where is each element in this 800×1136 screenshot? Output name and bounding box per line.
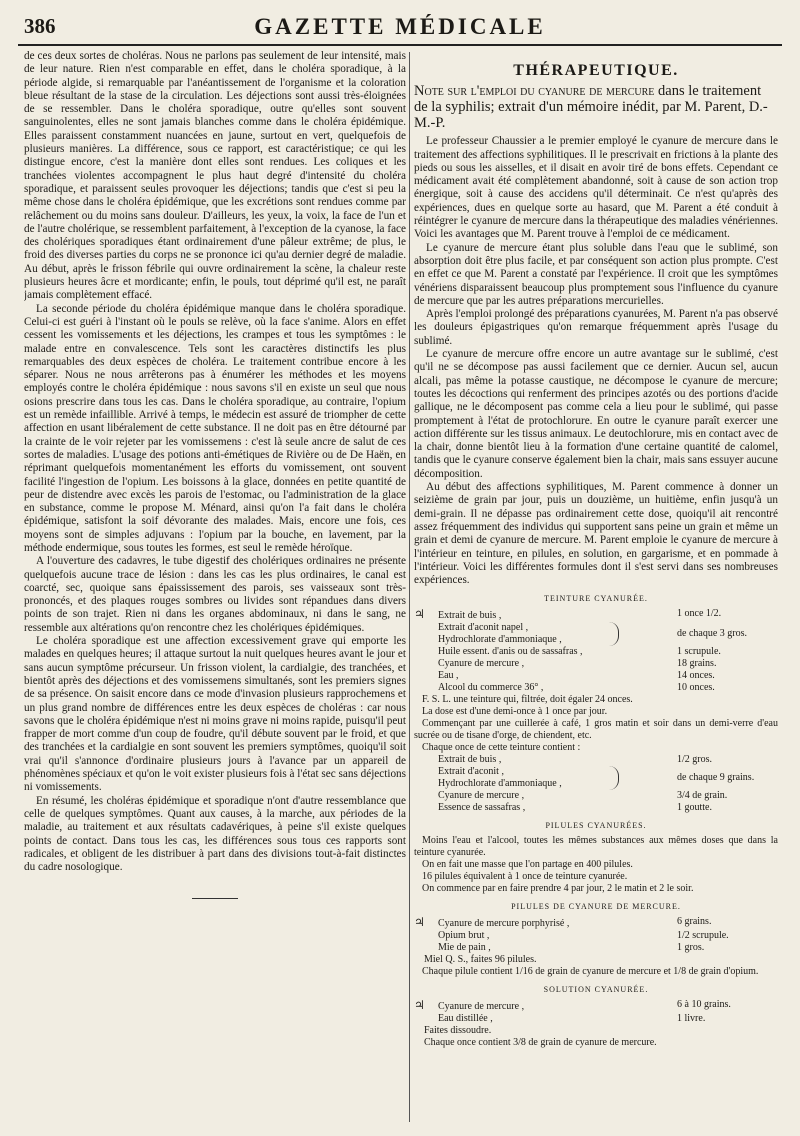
ingredient-qty: 1 goutte. (677, 802, 712, 814)
ingredient-qty: de chaque 3 gros. (677, 628, 747, 640)
ingredient-qty: 14 onces. (677, 670, 715, 682)
ingredient-name: Hydrochlorate d'ammoniaque , (438, 778, 562, 790)
ingredient-name: Mie de pain , (438, 942, 491, 954)
paragraph: de ces deux sortes de choléras. Nous ne parlons pas seulement de leur intensité, mais de leur nature. Rien n'est comparable en effet, dans le choléra sporadique, à la période algide, si remarquable par l'anéantissement de l'organisme et la coloration bleue résultant de la stase de la circulation. Les déjections sont aussi très-éloignées de se ressembler. Dans le choléra sporadique, outre qu'elles sont souvent sanguinolentes, elles ne sont jamais blanches comme dans le choléra épidémique. Elles paraissent constamment nuancées en jaune, surtout en vert, quelquefois de plusieurs manières. La différence, sous ce rapport, est caractéristique; ce qui les distingue encore, c'est la manière dont elles sont rendues. Les coliques et les tranchées violentes accompagnent le plus haut degré d'intensité du choléra sporadique, et paraissent seules provoquer les déjections; tandis que c'est si peu la même chose dans le choléra épidémique, que les excrétions sont rendues comme par relâchement ou du moins sans douleur. D'ailleurs, les yeux, la voix, la face de l'un et de l'autre cholérique, se ressemblent parfaitement, à l'exception de la cyanose, la face des cholériques sporadiques étant ordinairement d'une pâleur extrême; de plus, le froid des diverses parties du corps ne se prononce ici qu'au dernier degré de maladie. Au début, après le frisson fébrile qui ouvre ordinairement la scène, la chaleur reste plusieurs heures âcre et mordicante; enfin, le pouls, tout déprimé qu'il est, ne paraît jamais complètement effacé. (24, 50, 406, 302)
left-column (24, 50, 406, 1092)
formula-note: Miel Q. S., faites 96 pilules. (424, 954, 537, 966)
article-title-rest: dans le traitement de la syphilis; extrait d'un mémoire inédit, par M. Parent, D.-M.-P. (414, 83, 768, 132)
ingredient-qty: 6 grains. (677, 916, 712, 928)
page-header (18, 10, 782, 46)
formula-heading: PILULES CYANURÉES. (545, 821, 647, 831)
formula-note: Chaque pilule contient 1/16 de grain de cyanure de mercure et 1/8 de grain d'opium. (422, 966, 759, 978)
column-rule (409, 52, 410, 1122)
paragraph: La seconde période du choléra épidémique manque dans le choléra sporadique. Celui-ci est guéri à l'instant où le pouls se relève, où la face s'anime. Alors en effet cessent les vomissements et les déjections, les crampes et tous les symptômes : le malade entre en convalescence. Tels sont les caractères distinctifs les plus remarquables des deux espèces de choléra. Le traitement contribue encore à les séparer. Nous ne nous arrêterons pas à énumérer les méthodes et les moyens employés contre le choléra épidémique : nous savons s'il en existe un seul que nous osions prescrire dans tous les cas. Dans le choléra sporadique, au contraire, l'opium est un remède infaillible. Arrivé à temps, le médecin est assuré de triompher de cette affection en usant libéralement de cette substance. Il ne doit pas en être détourné par la crainte de le voir rejeter par les vomissemens : c'est là seule ancre de salut de ces sortes de maladies. L'usage des potions anti-émétiques de Rivière ou de De Haën, en réprimant quelquefois momentanément les efforts du vomissement, ont souvent facilité l'ingestion de l'opium. Les boissons à la glace, données en petite quantité de peur de distendre avec excès les parois de l'estomac, ou l'administration de la glace en substance, comme le propose M. Ménard, ainsi qu'on l'a fait dans le choléra épidémique, satisfont la soif dévorante des malades. Mais, encore une fois, ces moyens sont de simples adjuvans : l'opium par la bouche, en lavement, par la méthode endermique, sous toutes les formes, est seul le remède héroïque. (24, 302, 406, 554)
recipe-symbol-icon: ♃ (414, 998, 425, 1013)
ingredient-name: Cyanure de mercure , (438, 658, 525, 670)
ingredient-qty: 18 grains. (677, 658, 717, 670)
formula-note: Moins l'eau et l'alcool, toutes les mêmes substances aux mêmes doses que dans la teinture cyanurée. (414, 835, 778, 859)
ingredient-name: Essence de sassafras , (438, 802, 526, 814)
article-title (414, 83, 778, 131)
paragraph: Le professeur Chaussier a le premier employé le cyanure de mercure dans le traitement des affections syphilitiques. Il le prescrivait en frictions à la plante des pieds ou sous les aisselles, et il disait en avoir tiré de bons effets. Cependant ce médicament avait été complètement abandonné, soit à cause de son action trop énergique, soit à cause des accidens qu'il déterminait. Ce n'est qu'après des expériences, dues en quelque sorte au hasard, que M. Parent a été conduit à réintégrer le cyanure de mercure dans la thérapeutique des maladies vénériennes. Voici les avantages que M. Parent trouve à l'emploi de ce médicament. (414, 135, 778, 241)
formula-note: La dose est d'une demi-once à 1 once par jour. (422, 706, 608, 718)
ingredient-name: Extrait de buis , (438, 610, 502, 622)
formula-note: On commence par en faire prendre 4 par jour, 2 le matin et 2 le soir. (422, 883, 694, 895)
paragraph: En résumé, les choléras épidémique et sporadique n'ont d'autre ressemblance que celle de quelques symptômes. Quant aux causes, à la marche, aux périodes de la maladie, au traitement et aux résultats cadavériques, à peine s'il existe quelques points de contact. Dans tous les cas, les différences sous tous ces rapports sont radicales, et obligent de les distribuer à part dans des divisions tout-à-fait distinctes du cadre nosologique. (24, 794, 406, 874)
ingredient-group (414, 622, 778, 646)
formula-note: 16 pilules équivalent à 1 once de teinture cyanurée. (422, 871, 628, 883)
formula-heading: SOLUTION CYANURÉE. (543, 985, 649, 995)
formula-heading: PILULES DE CYANURE DE MERCURE. (511, 902, 681, 912)
ingredient-qty: 10 onces. (677, 682, 715, 694)
formula-note: F. S. L. une teinture qui, filtrée, doit égaler 24 onces. (422, 694, 633, 706)
formula-note: Chaque once contient 3/8 de grain de cyanure de mercure. (424, 1037, 657, 1049)
formula-note: On en fait une masse que l'on partage en 400 pilules. (422, 859, 633, 871)
ingredient-qty: 1 livre. (677, 1013, 706, 1025)
ingredient-qty: 1 once 1/2. (677, 608, 722, 620)
section-title: THÉRAPEUTIQUE. (513, 62, 679, 79)
paragraph: Le cyanure de mercure étant plus soluble dans l'eau que le sublimé, son absorption doit être plus facile, et par conséquent son action plus prompte. C'est en effet ce que M. Parent a constaté par l'expérience. Il croit que les symptômes vénériens disparaissent beaucoup plus promptement sous l'influence du cyanure de mercure que par les autres préparations mercurielles. (414, 241, 778, 307)
ingredient-qty: 1 scrupule. (677, 646, 721, 658)
ingredient-qty: 1/2 gros. (677, 754, 712, 766)
formula-pilules-cyanurees (414, 820, 778, 895)
end-separator (192, 898, 238, 899)
ingredient-qty: 3/4 de grain. (677, 790, 728, 802)
right-column (414, 50, 778, 1122)
formula-note: Commençant par une cuillerée à café, 1 gros matin et soir dans un demi-verre d'eau sucrée ou de tisane d'orge, de chiendent, etc. (414, 718, 778, 742)
formula-heading: TEINTURE CYANURÉE. (544, 594, 648, 604)
formula-solution (414, 984, 778, 1049)
paragraph: Après l'emploi prolongé des préparations cyanurées, M. Parent n'a pas observé les douleurs épigastriques qu'on remarque fréquemment après l'usage du sublimé. (414, 308, 778, 347)
paragraph: Au début des affections syphilitiques, M. Parent commence à donner un seizième de grain par jour, puis un douzième, un huitième, enfin jusqu'à un demi-grain. Il ne dépasse pas ordinairement cette dose, quoiqu'il ait rencontré assez fréquemment des individus qui supportent sans peine un grain et même un grain et demi de cyanure de mercure. M. Parent emploie le cyanure de mercure à l'intérieur en teinture, en pilules, en solution, en gargarisme, et en pommade à l'intérieur. Voici les différentes formules dont il s'est servi dans ses nombreuses expériences. (414, 481, 778, 587)
formula-pilules-cyanure (414, 901, 778, 978)
ingredient-name: Cyanure de mercure , (438, 790, 525, 802)
ingredient-qty: 1/2 scrupule. (677, 930, 729, 942)
ingredient-name: Opium brut , (438, 930, 490, 942)
recipe-symbol-icon: ♃ (414, 915, 425, 930)
publication-title: GAZETTE MÉDICALE (254, 14, 546, 39)
ingredient-name: Eau , (438, 670, 459, 682)
ingredient-name: Extrait d'aconit , (438, 766, 504, 778)
ingredient-name: Hydrochlorate d'ammoniaque , (438, 634, 562, 646)
ingredient-name: Cyanure de mercure , (438, 1001, 525, 1013)
page-number: 386 (24, 14, 56, 38)
ingredient-name: Cyanure de mercure porphyrisé , (438, 918, 570, 930)
formula-note: Faites dissoudre. (424, 1025, 492, 1037)
ingredient-name: Extrait de buis , (438, 754, 502, 766)
ingredient-name: Huile essent. d'anis ou de sassafras , (438, 646, 583, 658)
ingredient-qty: 1 gros. (677, 942, 705, 954)
ingredient-name: Alcool du commerce 36° , (438, 682, 544, 694)
paragraph: Le cyanure de mercure offre encore un autre avantage sur le sublimé, c'est qu'il ne se décompose pas aussi facilement que ce dernier. Aucun sel, aucun alcali, pas même la potasse caustique, ne décompose le cyanure de mercure; toutes les décoctions qui renferment des principes azotés ou des portions d'acide gallique, ne le décomposent pas comme cela a lieu pour le sublimé, qui passe promptement à l'état de protochlorure. En outre le cyanure paraît exercer une action différente sur les tissus animaux. Le deutochlorure, mis en contact avec de la chair, donne bientôt lieu à la formation d'une certaine quantité de calomel, tandis que le cyanure conserve également bien la chair, mais sans essuyer aucune décomposition. (414, 348, 778, 480)
ingredient-name: Extrait d'aconit napel , (438, 622, 529, 634)
recipe-symbol-icon: ♃ (414, 607, 425, 622)
ingredient-name: Eau distillée , (438, 1013, 493, 1025)
formula-note: Chaque once de cette teinture contient : (422, 742, 581, 754)
article-title-smallcaps: Note sur l'emploi du cyanure de mercure (414, 83, 655, 100)
paragraph: Le choléra sporadique est une affection excessivement grave qui emporte les malades en quelques heures; il attaque surtout la nuit quelques heures avant le jour et sans aucun symptôme précurseur. Un frisson violent, la cardialgie, des tranchées, et bientôt après des déjections et des vomissemens simultanés, sont les premiers signes de sa présence. On saisit encore dans ce mode d'invasion plusieurs rapprochemens et un plus grand nombre de différences entre les deux espèces de choléras : car nous savons que le choléra épidémique n'est ni moins grave ni moins rapide, puisqu'il peut frapper de mort comme d'un coup de foudre, qu'il débute souvent par le froid, et que des tranchées et la cardialgie en sont souvent les premiers symptômes, quoiqu'il soit vrai qu'il s'annonce d'ordinaire plusieurs jours à l'avance par un appareil de phénomènes spéciaux et qu'on le voit exister plusieurs fois à l'état sec sans déjections ni vomissements. (24, 635, 406, 794)
formula-teinture (414, 593, 778, 814)
ingredient-qty: de chaque 9 grains. (677, 772, 755, 784)
ingredient-group (414, 766, 778, 790)
ingredient-qty: 6 à 10 grains. (677, 999, 731, 1011)
paragraph: A l'ouverture des cadavres, le tube digestif des cholériques ordinaires ne présente quelquefois aucune trace de lésion : dans les cas les plus ordinaires, le canal est coarcté, sec, quoique sans épaississement des parois, ses vaisseaux sont très-prononcés, et des plaques rouges sombres ou livides sont répandues dans divers points de son trajet. Rien ni dans les organes abdominaux, ni dans le sang, ne ressemble aux altérations qu'on rencontre chez les cholériques épidémiques. (24, 555, 406, 634)
